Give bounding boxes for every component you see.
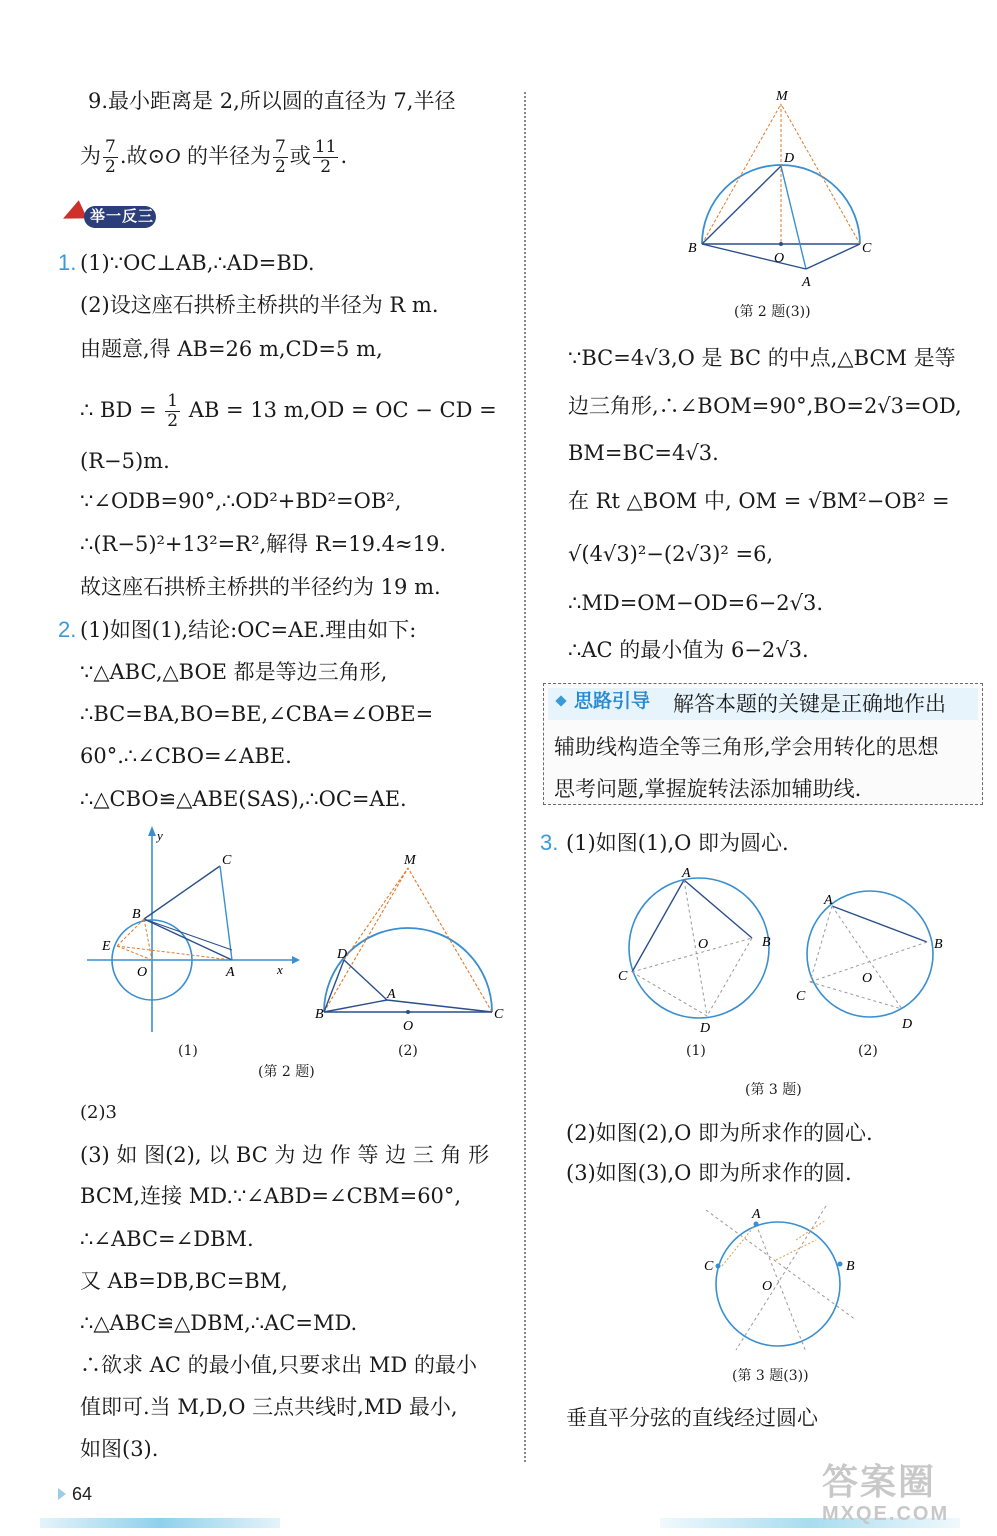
fig-q2-3-caption: (第 2 题(3)) (734, 304, 811, 320)
fraction-1-2: $\frac{1}{2}$ (167, 391, 179, 431)
q2-line10: 又 AB=DB,BC=BM, (80, 1269, 288, 1293)
tip-heading: 思路引导 (574, 691, 651, 712)
q3-number: 3. (540, 830, 559, 855)
q2-line5: ∴△CBO≌△ABE(SAS),∴OC=AE. (80, 787, 407, 811)
tip-line3: 思考问题,掌握旋转法添加辅助线. (554, 777, 862, 801)
fraction-7-2: $\frac{7}{2}$ (105, 137, 116, 177)
q1-line7: ∴(R−5)²+13²=R²,解得 R=19.4≈19. (80, 532, 447, 556)
fraction-7-2b: $\frac{7}{2}$ (274, 137, 286, 177)
q2-line14: 如图(3). (80, 1437, 159, 1461)
q1-line8: 故这座石拱桥主桥拱的半径约为 19 m. (80, 575, 441, 599)
q1-line1: (1)∵OC⊥AB,∴AD=BD. (80, 251, 315, 275)
tip-line1: 解答本题的关键是正确地作出 (673, 692, 946, 716)
figure-q3-3 (696, 1200, 876, 1360)
q2-line1: (1)如图(1),结论:OC=AE.理由如下: (80, 618, 417, 642)
svg-text:O: O (698, 937, 709, 952)
q3-line1: (1)如图(1),O 即为圆心. (566, 831, 789, 855)
svg-text:O: O (774, 251, 785, 266)
svg-text:y: y (157, 828, 163, 843)
flag-icon (59, 200, 87, 227)
fig-q3-3-caption: (第 3 题(3)) (732, 1368, 809, 1384)
r-line2: 边三角形,∴∠BOM=90°,BO=2√3=OD, (568, 394, 962, 418)
svg-text:B: B (688, 241, 697, 256)
fig-q3-1-caption: (1) (686, 1043, 706, 1059)
fig-q2-caption: (第 2 题) (258, 1064, 315, 1080)
svg-text:D: D (902, 1017, 913, 1032)
q1-line5: (R−5)m. (80, 449, 170, 473)
fig-q3-caption: (第 3 题) (745, 1082, 802, 1098)
line-9-min-distance: 9.最小距离是 2,所以圆的直径为 7,半径 (88, 89, 456, 113)
q2-line3: ∴BC=BA,BO=BE,∠CBA=∠OBE= (80, 702, 434, 726)
q2-line8: BCM,连接 MD.∵∠ABD=∠CBM=60°, (80, 1184, 462, 1208)
q2-line6: (2)3 (80, 1102, 117, 1123)
svg-text:A: A (387, 987, 396, 1002)
tip-line2: 辅助线构造全等三角形,学会用转化的思想 (554, 735, 939, 759)
q2-line12: ∴欲求 AC 的最小值,只要求出 MD 的最小 (80, 1353, 477, 1377)
r-line1: ∵BC=4√3,O 是 BC 的中点,△BCM 是等 (568, 346, 956, 370)
svg-text:E: E (102, 939, 111, 954)
svg-text:A: A (824, 893, 833, 908)
svg-text:C: C (862, 241, 872, 256)
q2-line2: ∵△ABC,△BOE 都是等边三角形, (80, 660, 388, 684)
q1-line6: ∵∠ODB=90°,∴OD²+BD²=OB², (80, 489, 402, 513)
svg-text:O: O (762, 1279, 773, 1294)
svg-text:C: C (494, 1007, 504, 1022)
svg-text:C: C (704, 1259, 714, 1274)
fraction-11-2: $\frac{11}{2}$ (314, 137, 337, 177)
fig-q3-2-caption: (2) (858, 1043, 878, 1059)
svg-text:x: x (277, 962, 283, 977)
svg-text:B: B (762, 935, 771, 950)
q1-line2: (2)设这座石拱桥主桥拱的半径为 R m. (80, 293, 439, 317)
figure-q2-1-2 (82, 822, 522, 1092)
q1-number: 1. (58, 250, 77, 275)
q1-line3: 由题意,得 AB=26 m,CD=5 m, (80, 337, 383, 361)
fig-q2-1-caption: (1) (178, 1043, 198, 1059)
svg-text:A: A (752, 1207, 761, 1222)
page-number: 64 (72, 1484, 93, 1504)
svg-text:B: B (132, 907, 141, 922)
q2-line11: ∴△ABC≌△DBM,∴AC=MD. (80, 1311, 358, 1335)
r-line3: BM=BC=4√3. (568, 441, 719, 465)
footer-bar-left (40, 1518, 280, 1528)
svg-text:A: A (226, 965, 235, 980)
svg-text:B: B (315, 1007, 324, 1022)
r-line4: 在 Rt △BOM 中, OM = √BM²−OB² = (568, 489, 950, 513)
svg-text:O: O (862, 971, 873, 986)
svg-text:D: D (700, 1021, 711, 1036)
q2-line4: 60°.∴∠CBO=∠ABE. (80, 744, 292, 768)
svg-text:D: D (337, 947, 348, 962)
watermark: 答案圈 MXQE.COM (822, 1461, 950, 1525)
svg-text:A: A (802, 275, 811, 290)
svg-text:A: A (682, 866, 691, 881)
svg-text:O: O (403, 1019, 414, 1034)
svg-text:M: M (776, 89, 788, 104)
q2-number: 2. (58, 617, 77, 642)
q2-line7: (3) 如 图(2), 以 BC 为 边 作 等 边 三 角 形 (80, 1143, 490, 1167)
q2-line13: 值即可.当 M,D,O 三点共线时,MD 最小, (80, 1395, 458, 1419)
q2-line9: ∴∠ABC=∠DBM. (80, 1227, 254, 1251)
column-divider (524, 92, 526, 1462)
svg-text:C: C (222, 853, 232, 868)
svg-text:M: M (404, 853, 416, 868)
svg-text:B: B (846, 1259, 855, 1274)
fig-q2-2-caption: (2) (398, 1043, 418, 1059)
r-line7: ∴AC 的最小值为 6−2√3. (568, 638, 809, 662)
svg-text:D: D (784, 151, 795, 166)
figure-q2-3 (680, 84, 890, 300)
page-marker-icon (58, 1488, 66, 1500)
q1-line4: ∴ BD = $\frac{1}{2}$ AB = 13 m,OD = OC − CD = (80, 391, 497, 431)
svg-text:B: B (934, 937, 943, 952)
svg-text:C: C (618, 969, 628, 984)
svg-text:O: O (137, 965, 148, 980)
q3-line3: (3)如图(3),O 即为所求作的圆. (566, 1161, 852, 1185)
q3-line4: 垂直平分弦的直线经过圆心 (566, 1406, 818, 1430)
q3-line2: (2)如图(2),O 即为所求作的圆心. (566, 1121, 873, 1145)
section-badge: 举一反三 (62, 204, 160, 230)
line-radius-result: 为 $\frac{7}{2}$ .故⊙O 的半径为 $\frac{7}{2}$ 或 $\frac{11}{2}$ . (80, 137, 348, 177)
figure-q3-1-2 (612, 864, 952, 1036)
svg-text:C: C (796, 989, 806, 1004)
r-line6: ∴MD=OM−OD=6−2√3. (568, 591, 823, 615)
r-line5: √(4√3)²−(2√3)² =6, (568, 542, 774, 566)
